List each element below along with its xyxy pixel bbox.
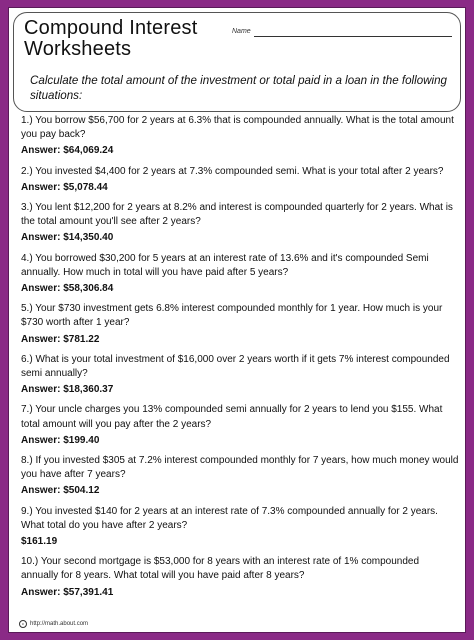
title-line-1: Compound Interest bbox=[24, 17, 198, 39]
answer-6: Answer: $18,360.37 bbox=[21, 384, 114, 396]
worksheet-title bbox=[24, 18, 198, 60]
questions-list bbox=[21, 114, 459, 606]
answer-5: Answer: $781.22 bbox=[21, 333, 100, 345]
question-9: 9.) You invested $140 for 2 years at an interest rate of 7.3% compounded annually for 2 years. What total do you have after 2 years? bbox=[21, 505, 438, 531]
answer-4: Answer: $58,306.84 bbox=[21, 283, 114, 295]
question-6: 6.) What is your total investment of $16,000 over 2 years worth if it gets 7% interest compounded semi annually? bbox=[21, 353, 450, 380]
answer-7: Answer: $199.40 bbox=[21, 434, 100, 446]
answer-3: Answer: $14,350.40 bbox=[21, 232, 114, 244]
question-2: 2.) You invested $4,400 for 2 years at 7.3% compounded semi. What is your total after 2 years? bbox=[21, 165, 444, 177]
name-label: Name bbox=[232, 28, 251, 35]
answer-8: Answer: $504.12 bbox=[21, 485, 100, 497]
question-5: 5.) Your $730 investment gets 6.8% interest compounded monthly for 1 year. How much is your $730 worth after 1 year? bbox=[21, 303, 443, 329]
question-10: 10.) Your second mortgage is $53,000 for 8 years with an interest rate of 1% compounded annually for 8 years. What total will you have paid after 8 years? bbox=[21, 556, 420, 582]
question-7: 7.) Your uncle charges you 13% compounded semi annually for 2 years to lend you $155. What total amount will you pay after the 2 years? bbox=[21, 404, 443, 430]
answer-1: Answer: $64,069.24 bbox=[21, 145, 114, 157]
footer-url: http://math.about.com bbox=[30, 621, 89, 627]
answer-10: Answer: $57,391.41 bbox=[21, 586, 114, 598]
worksheet-page bbox=[8, 7, 466, 633]
instructions-text: Calculate the total amount of the investment or total paid in a loan in the following situations: bbox=[30, 74, 447, 102]
question-4: 4.) You borrowed $30,200 for 5 years at an interest rate of 13.6% and it's compounded Semi annually. How much in total will you have paid after 5 years? bbox=[21, 252, 429, 278]
question-3: 3.) You lent $12,200 for 2 years at 8.2% and interest is compounded quarterly for 2 years. What is the total amount you'll see after 2 years? bbox=[21, 202, 453, 228]
title-line-2: Worksheets bbox=[24, 38, 132, 60]
answer-9: $161.19 bbox=[21, 536, 58, 548]
answer-2: Answer: $5,078.44 bbox=[21, 181, 108, 193]
question-1: 1.) You borrow $56,700 for 2 years at 6.3% that is compounded annually. What is the total amount you pay back? bbox=[21, 115, 454, 141]
worksheet-header bbox=[13, 12, 461, 112]
question-8: 8.) If you invested $305 at 7.2% interest compounded monthly for 7 years, how much money would you have after 7 years? bbox=[21, 455, 459, 481]
name-field-line bbox=[254, 36, 452, 37]
footer bbox=[19, 620, 88, 628]
copyright-icon: c bbox=[19, 620, 27, 628]
